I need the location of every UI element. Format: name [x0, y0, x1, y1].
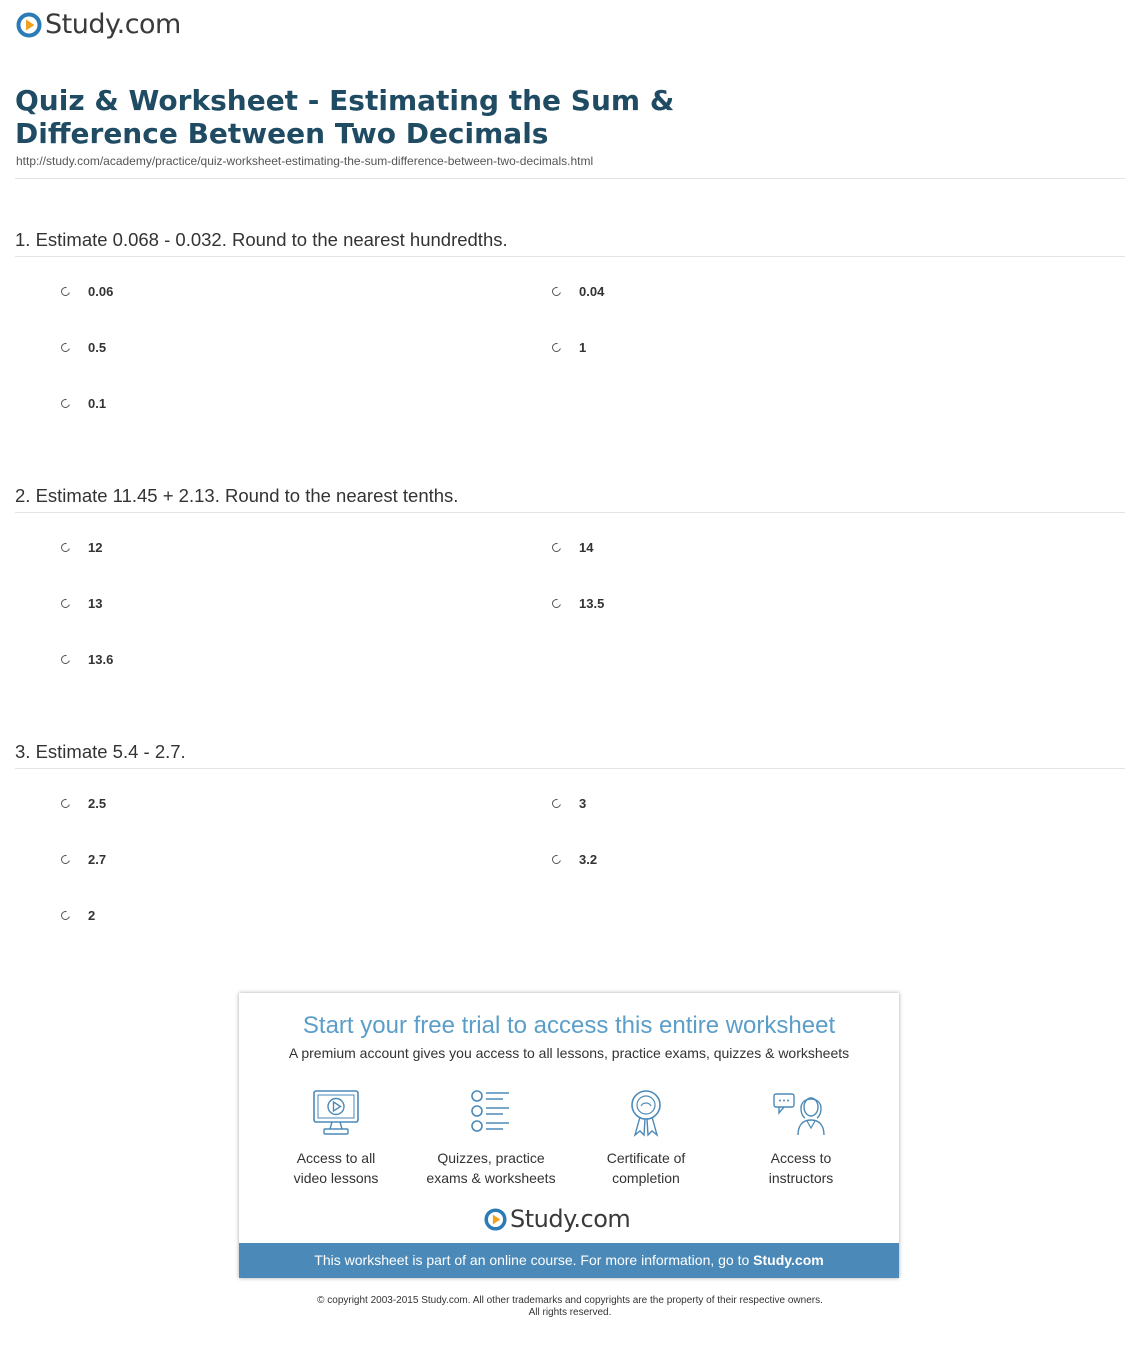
feature-quizzes	[416, 1088, 566, 1188]
answer-option[interactable]: 14	[552, 540, 593, 555]
video-lesson-icon	[310, 1088, 362, 1138]
answer-option[interactable]: 0.06	[61, 284, 113, 299]
answer-option[interactable]: 2.7	[61, 852, 106, 867]
answer-option[interactable]: 1	[552, 340, 586, 355]
play-circle-icon	[16, 12, 42, 38]
copyright-notice: © copyright 2003-2015 Study.com. All other trademarks and copyrights are the property of their respective owners. All rights reserved.	[317, 1295, 823, 1318]
question-divider	[15, 768, 1125, 769]
radio-icon[interactable]	[59, 797, 71, 809]
radio-icon[interactable]	[59, 653, 71, 665]
answer-option[interactable]: 13.6	[61, 652, 113, 667]
question-text: 1. Estimate 0.068 - 0.032. Round to the nearest hundredths.	[15, 229, 508, 250]
course-info-banner	[239, 1243, 899, 1278]
play-circle-icon	[484, 1208, 507, 1231]
radio-icon[interactable]	[550, 797, 562, 809]
question-divider	[15, 256, 1125, 257]
question-text: 2. Estimate 11.45 + 2.13. Round to the nearest tenths.	[15, 485, 459, 506]
radio-icon[interactable]	[550, 853, 562, 865]
card-logo-text: Study.com	[510, 1205, 631, 1233]
instructor-icon	[771, 1088, 831, 1138]
answer-option[interactable]: 3	[552, 796, 586, 811]
feature-label: Access to instructors	[768, 1150, 834, 1186]
answer-option[interactable]: 13	[61, 596, 102, 611]
feature-label: Quizzes, practice exams & worksheets	[426, 1150, 556, 1186]
radio-icon[interactable]	[550, 541, 562, 553]
feature-label: Access to all video lessons	[293, 1150, 379, 1186]
quiz-list-icon	[465, 1088, 517, 1138]
page-url: http://study.com/academy/practice/quiz-worksheet-estimating-the-sum-difference-between-two-decimals.html	[16, 154, 594, 168]
feature-certificate	[571, 1088, 721, 1188]
radio-icon[interactable]	[59, 341, 71, 353]
card-studycom-logo[interactable]	[484, 1205, 630, 1233]
free-trial-headline[interactable]: Start your free trial to access this entire worksheet	[302, 1012, 836, 1039]
question-divider	[15, 512, 1125, 513]
radio-icon[interactable]	[550, 285, 562, 297]
answer-option[interactable]: 0.1	[61, 396, 106, 411]
free-trial-subline: A premium account gives you access to all lessons, practice exams, quizzes & worksheets	[288, 1045, 850, 1061]
banner-text: This worksheet is part of an online course. For more information, go to	[314, 1252, 754, 1268]
answer-option[interactable]: 13.5	[552, 596, 604, 611]
answer-option[interactable]: 2.5	[61, 796, 106, 811]
question-text: 3. Estimate 5.4 - 2.7.	[15, 741, 186, 762]
feature-instructors	[726, 1088, 876, 1188]
header-divider	[15, 178, 1125, 179]
radio-icon[interactable]	[59, 909, 71, 921]
answer-option[interactable]: 0.5	[61, 340, 106, 355]
page-title: Quiz & Worksheet - Estimating the Sum & Difference Between Two Decimals	[15, 84, 675, 150]
free-trial-card	[239, 993, 899, 1278]
radio-icon[interactable]	[59, 397, 71, 409]
feature-label: Certificate of completion	[606, 1150, 686, 1186]
answer-option[interactable]: 0.04	[552, 284, 604, 299]
answer-option[interactable]: 12	[61, 540, 102, 555]
logo-text: Study.com	[45, 9, 181, 40]
feature-video-lessons	[261, 1088, 411, 1188]
radio-icon[interactable]	[59, 541, 71, 553]
studycom-logo[interactable]	[16, 9, 181, 40]
answer-option[interactable]: 2	[61, 908, 95, 923]
radio-icon[interactable]	[550, 597, 562, 609]
radio-icon[interactable]	[59, 285, 71, 297]
radio-icon[interactable]	[59, 853, 71, 865]
answer-option[interactable]: 3.2	[552, 852, 597, 867]
radio-icon[interactable]	[59, 597, 71, 609]
certificate-icon	[620, 1088, 672, 1138]
radio-icon[interactable]	[550, 341, 562, 353]
studycom-link[interactable]: Study.com	[753, 1252, 824, 1268]
